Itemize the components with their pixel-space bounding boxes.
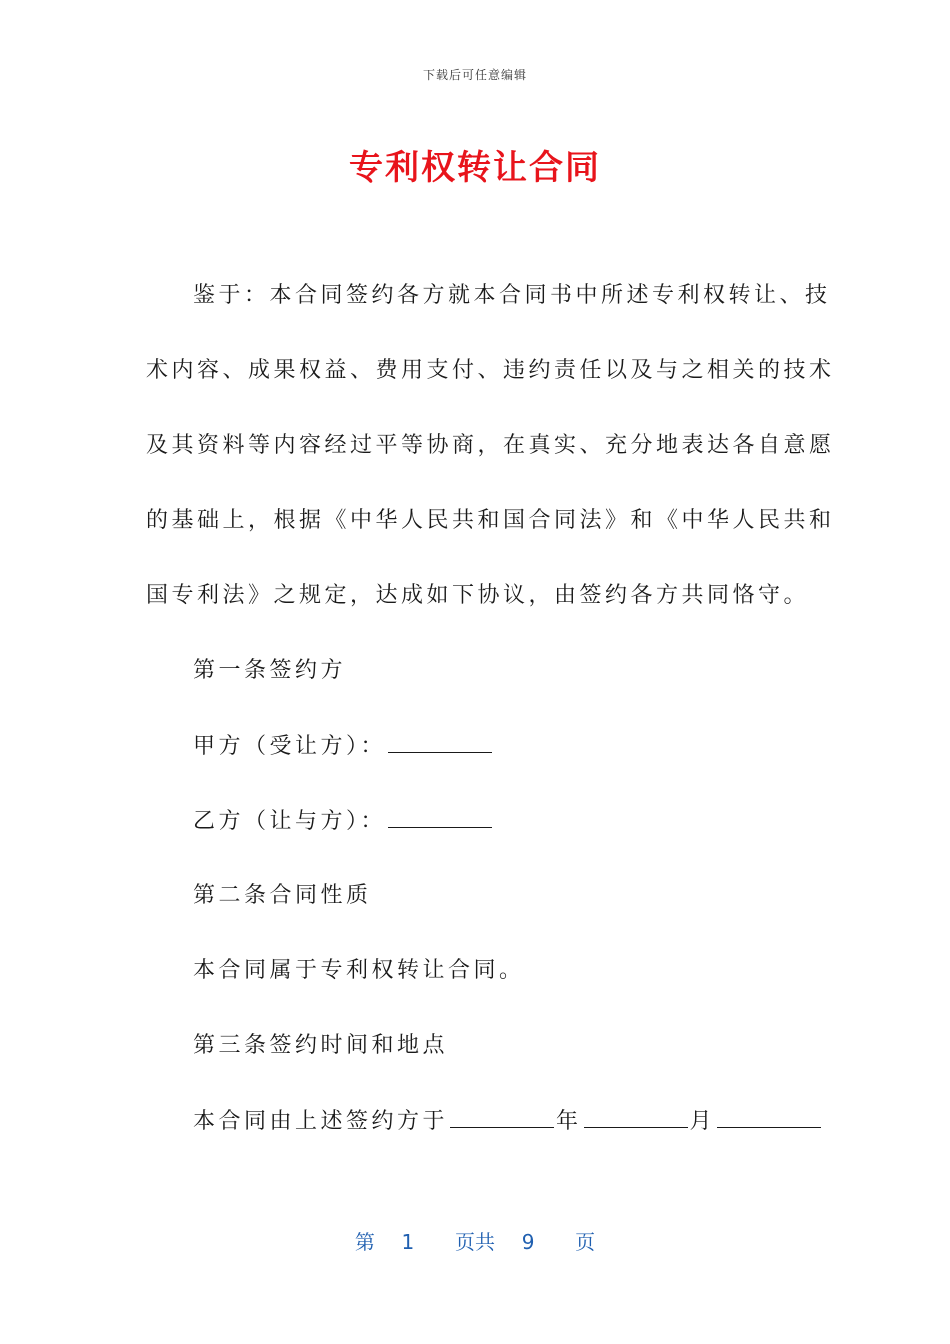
paragraph-line: 鉴于：本合同签约各方就本合同书中所述专利权转让、技	[193, 283, 831, 308]
party-a-blank[interactable]	[388, 726, 492, 753]
paragraph-line: 及其资料等内容经过平等协商，在真实、充分地表达各自意愿	[146, 433, 835, 458]
paragraph-line: 国专利法》之规定，达成如下协议，由签约各方共同恪守。	[146, 583, 810, 608]
year-label: 年	[556, 1109, 582, 1134]
party-b-blank[interactable]	[388, 801, 492, 828]
page-footer	[0, 1226, 950, 1255]
article-2-heading: 第二条合同性质	[193, 883, 372, 908]
header-note: 下载后可任意编辑	[422, 68, 527, 82]
article-3-heading: 第三条签约时间和地点	[193, 1033, 449, 1058]
party-b-label: 乙方（让与方）：	[193, 809, 387, 834]
day-blank[interactable]	[717, 1101, 821, 1128]
paragraph-line: 的基础上，根据《中华人民共和国合同法》和《中华人民共和	[146, 508, 835, 533]
party-a-row	[146, 726, 796, 801]
footer-page-prefix: 第	[354, 1230, 375, 1254]
party-a-label: 甲方（受让方）：	[193, 734, 387, 759]
article-2-text: 本合同属于专利权转让合同。	[193, 958, 525, 983]
party-b-row	[146, 801, 796, 876]
footer-total-pages: 9	[521, 1230, 535, 1254]
article-3-text: 本合同由上述签约方于	[193, 1109, 449, 1134]
month-label: 月	[689, 1109, 716, 1134]
footer-total-suffix: 页	[575, 1230, 596, 1254]
footer-page-suffix: 页共	[455, 1230, 495, 1254]
month-blank[interactable]	[584, 1101, 688, 1128]
article-1-heading: 第一条签约方	[193, 658, 347, 683]
paragraph-line: 术内容、成果权益、费用支付、违约责任以及与之相关的技术	[146, 358, 835, 383]
year-blank[interactable]	[450, 1101, 554, 1128]
document-title: 专利权转让合同	[349, 148, 601, 188]
document-body	[146, 276, 835, 1176]
footer-page-number: 1	[401, 1230, 415, 1254]
article-3-row	[146, 1101, 796, 1176]
